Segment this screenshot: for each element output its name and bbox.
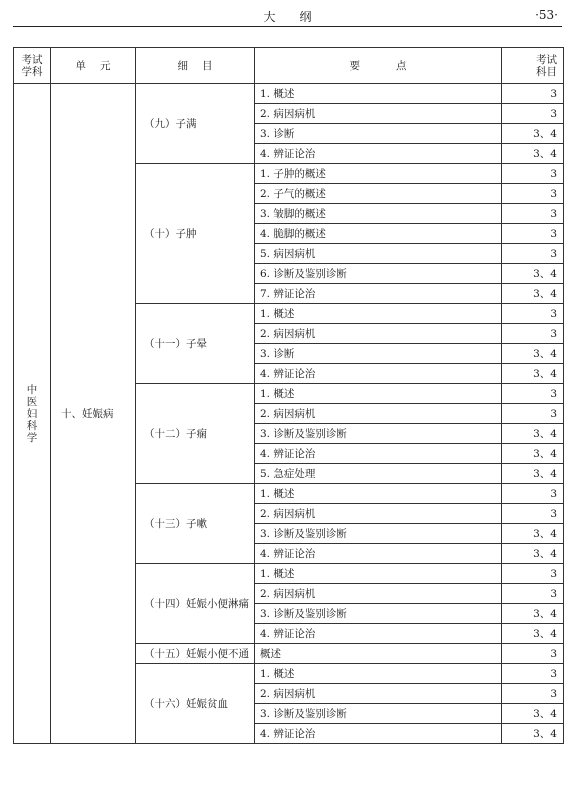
table-row bbox=[14, 84, 564, 104]
header-point: 要点 bbox=[349, 59, 443, 72]
point-cell: 1. 概述 bbox=[255, 304, 502, 324]
exam-code-cell: 3 bbox=[502, 484, 564, 504]
subject-text: 中医妇科学 bbox=[26, 383, 38, 444]
point-cell: 4. 辨证论治 bbox=[255, 544, 502, 564]
header-unit: 单元 bbox=[75, 59, 125, 72]
exam-code-cell: 3 bbox=[502, 584, 564, 604]
detail-cell: （九）子满 bbox=[136, 84, 255, 164]
exam-code-cell: 3、4 bbox=[502, 144, 564, 164]
point-cell: 2. 病因病机 bbox=[255, 584, 502, 604]
unit-cell: 十、妊娠病 bbox=[51, 84, 136, 744]
point-cell: 6. 诊断及鉴别诊断 bbox=[255, 264, 502, 284]
point-cell: 3. 皱脚的概述 bbox=[255, 204, 502, 224]
point-cell: 2. 病因病机 bbox=[255, 504, 502, 524]
point-cell: 1. 概述 bbox=[255, 484, 502, 504]
exam-code-cell: 3 bbox=[502, 504, 564, 524]
exam-code-cell: 3、4 bbox=[502, 124, 564, 144]
header-code: 考试 科目 bbox=[502, 48, 564, 84]
subject-cell bbox=[14, 84, 51, 744]
exam-code-cell: 3 bbox=[502, 564, 564, 584]
detail-cell: （十二）子痫 bbox=[136, 384, 255, 484]
point-cell: 2. 病因病机 bbox=[255, 684, 502, 704]
exam-code-cell: 3 bbox=[502, 164, 564, 184]
header-subject: 考试 学科 bbox=[14, 48, 51, 84]
exam-code-cell: 3 bbox=[502, 384, 564, 404]
exam-code-cell: 3、4 bbox=[502, 524, 564, 544]
exam-code-cell: 3、4 bbox=[502, 444, 564, 464]
point-cell: 3. 诊断 bbox=[255, 124, 502, 144]
detail-cell: （十一）子晕 bbox=[136, 304, 255, 384]
header-title: 大纲 bbox=[263, 10, 336, 24]
exam-code-cell: 3、4 bbox=[502, 604, 564, 624]
exam-code-cell: 3、4 bbox=[502, 264, 564, 284]
exam-code-cell: 3 bbox=[502, 204, 564, 224]
point-cell: 5. 病因病机 bbox=[255, 244, 502, 264]
exam-code-cell: 3 bbox=[502, 84, 564, 104]
exam-code-cell: 3、4 bbox=[502, 724, 564, 744]
point-cell: 2. 病因病机 bbox=[255, 104, 502, 124]
exam-code-cell: 3 bbox=[502, 304, 564, 324]
point-cell: 2. 子气的概述 bbox=[255, 184, 502, 204]
exam-code-cell: 3 bbox=[502, 644, 564, 664]
point-cell: 4. 辨证论治 bbox=[255, 624, 502, 644]
point-cell: 4. 辨证论治 bbox=[255, 724, 502, 744]
exam-code-cell: 3、4 bbox=[502, 284, 564, 304]
exam-code-cell: 3 bbox=[502, 684, 564, 704]
point-cell: 1. 概述 bbox=[255, 384, 502, 404]
exam-code-cell: 3 bbox=[502, 184, 564, 204]
exam-code-cell: 3、4 bbox=[502, 704, 564, 724]
point-cell: 2. 病因病机 bbox=[255, 324, 502, 344]
point-cell: 2. 病因病机 bbox=[255, 404, 502, 424]
point-cell: 3. 诊断及鉴别诊断 bbox=[255, 424, 502, 444]
syllabus-table bbox=[13, 47, 564, 744]
header-detail: 细目 bbox=[177, 59, 227, 72]
exam-code-cell: 3、4 bbox=[502, 364, 564, 384]
page-number: ·53· bbox=[535, 8, 558, 22]
point-cell: 3. 诊断 bbox=[255, 344, 502, 364]
point-cell: 4. 辨证论治 bbox=[255, 444, 502, 464]
exam-code-cell: 3、4 bbox=[502, 464, 564, 484]
point-cell: 5. 急症处理 bbox=[255, 464, 502, 484]
exam-code-cell: 3、4 bbox=[502, 624, 564, 644]
point-cell: 1. 子肿的概述 bbox=[255, 164, 502, 184]
exam-code-cell: 3 bbox=[502, 104, 564, 124]
exam-code-cell: 3、4 bbox=[502, 344, 564, 364]
detail-cell: （十四）妊娠小便淋痛 bbox=[136, 564, 255, 644]
point-cell: 1. 概述 bbox=[255, 84, 502, 104]
point-cell: 3. 诊断及鉴别诊断 bbox=[255, 704, 502, 724]
point-cell: 3. 诊断及鉴别诊断 bbox=[255, 524, 502, 544]
table-header-row bbox=[14, 48, 564, 84]
detail-cell: （十三）子嗽 bbox=[136, 484, 255, 564]
point-cell: 1. 概述 bbox=[255, 664, 502, 684]
point-cell: 1. 概述 bbox=[255, 564, 502, 584]
point-cell: 7. 辨证论治 bbox=[255, 284, 502, 304]
detail-cell: （十六）妊娠贫血 bbox=[136, 664, 255, 744]
point-cell: 4. 辨证论治 bbox=[255, 364, 502, 384]
exam-code-cell: 3 bbox=[502, 324, 564, 344]
exam-code-cell: 3、4 bbox=[502, 424, 564, 444]
exam-code-cell: 3 bbox=[502, 664, 564, 684]
exam-code-cell: 3、4 bbox=[502, 544, 564, 564]
page-header bbox=[13, 0, 562, 27]
exam-code-cell: 3 bbox=[502, 404, 564, 424]
exam-code-cell: 3 bbox=[502, 244, 564, 264]
table-body bbox=[14, 84, 564, 744]
point-cell: 4. 辨证论治 bbox=[255, 144, 502, 164]
point-cell: 概述 bbox=[255, 644, 502, 664]
detail-cell: （十五）妊娠小便不通 bbox=[136, 644, 255, 664]
detail-cell: （十）子肿 bbox=[136, 164, 255, 304]
point-cell: 3. 诊断及鉴别诊断 bbox=[255, 604, 502, 624]
point-cell: 4. 脆脚的概述 bbox=[255, 224, 502, 244]
exam-code-cell: 3 bbox=[502, 224, 564, 244]
